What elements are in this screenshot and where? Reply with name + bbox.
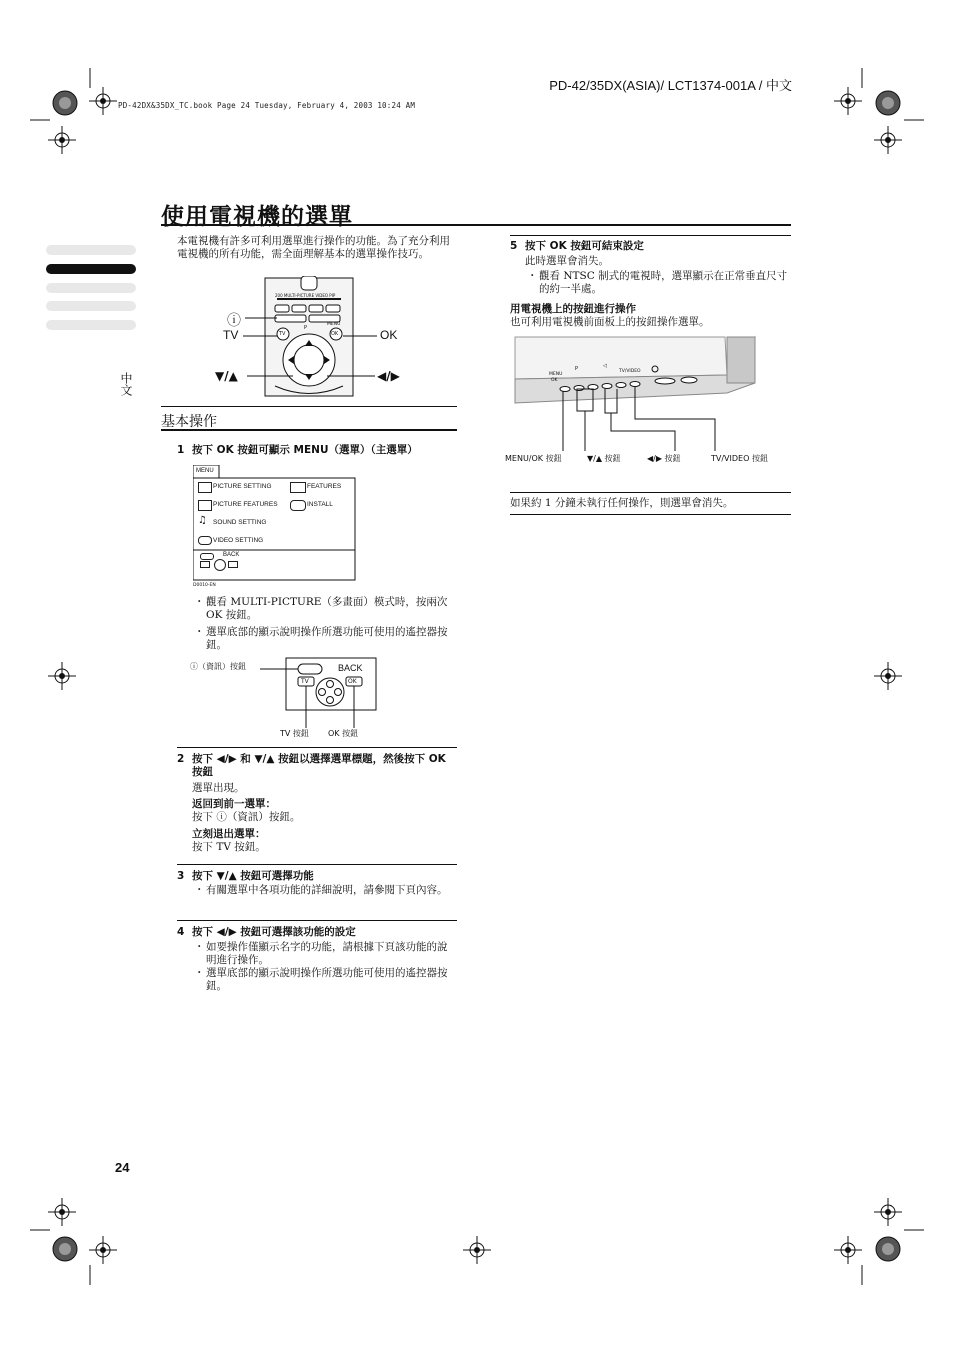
label-ok: OK [380, 328, 398, 342]
panel-text: 也可利用電視機前面板上的按鈕操作選單。 [510, 316, 710, 328]
step4-rule [177, 920, 457, 921]
tvvideo-button-label: TV/VIDEO 按鈕 [711, 454, 768, 463]
step1-text: 按下 OK 按鈕可顯示 MENU（選單）（主選單） [192, 444, 418, 456]
page-number: 24 [115, 1160, 130, 1175]
menu-item-video-setting: VIDEO SETTING [213, 537, 264, 544]
bullet-dot: ・ [194, 626, 205, 638]
step1-number: 1 [177, 444, 185, 456]
step4-text: 按下 ◀/▶ 按鈕可選擇該功能的設定 [192, 926, 356, 938]
remote-figure [215, 276, 420, 398]
bullet-dot: ・ [194, 884, 205, 896]
step3-rule [177, 864, 457, 865]
menu-tv-icon [200, 561, 210, 568]
step4-bullet-1: 如要操作僅顯示名字的功能，請根據下頁該功能的說明進行操作。 [206, 941, 448, 966]
panel-p-tiny: P [575, 366, 579, 372]
bullet-dot: ・ [194, 941, 205, 953]
menu-figure [193, 465, 358, 593]
panel-drawing [505, 335, 775, 465]
menu-tab-label: MENU [196, 468, 214, 474]
step4-number: 4 [177, 926, 185, 938]
video-setting-icon [198, 536, 212, 545]
step1-bullet-2: 選單底部的顯示說明操作所選功能可使用的遙控器按鈕。 [206, 626, 448, 651]
section-tab [46, 283, 136, 293]
panel-menu-tiny: MENU [549, 372, 563, 377]
bullet-dot: ・ [194, 967, 205, 979]
step2-rule [177, 747, 457, 748]
label-leftright: ◀/▶ [377, 369, 400, 383]
step2-text: 按下 ◀/▶ 和 ▼/▲ 按鈕以選擇選單標題，然後按下 OK 按鈕 [192, 753, 446, 778]
menu-ok-button-label: MENU/OK 按鈕 [505, 454, 562, 463]
button-back-label: BACK [338, 663, 363, 673]
step5-bullet-1: 觀看 NTSC 制式的電視時，選單顯示在正常垂直尺寸的約一半處。 [539, 270, 788, 295]
step3-text: 按下 ▼/▲ 按鈕可選擇功能 [192, 870, 314, 882]
button-tv-tiny: TV [301, 678, 309, 685]
step2-exit-heading: 立刻退出選單： [192, 828, 266, 840]
note-text: 如果約 1 分鐘未執行任何操作，則選單會消失。 [510, 497, 734, 509]
section-tab-active [46, 264, 136, 274]
panel-vol-tiny: ◁ [603, 363, 607, 369]
menu-code: D0010-EN [193, 583, 216, 588]
label-tv: TV [223, 328, 239, 342]
sound-setting-icon: ♫ [198, 515, 207, 526]
tv-button-label: TV 按鈕 [280, 729, 309, 738]
step4-bullet-2: 選單底部的顯示說明操作所選功能可使用的遙控器按鈕。 [206, 967, 448, 992]
basic-heading-rule [161, 429, 457, 431]
section-tab [46, 245, 136, 255]
note-top-rule [510, 492, 791, 493]
menu-item-picture-setting: PICTURE SETTING [213, 483, 272, 490]
remote-menu-label: MENU [327, 322, 341, 327]
features-icon [290, 482, 306, 493]
menu-item-sound-setting: SOUND SETTING [213, 519, 267, 526]
bullet-dot: ・ [527, 270, 538, 282]
leftright-button-label: ◀/▶ 按鈕 [647, 454, 681, 463]
step3-number: 3 [177, 870, 185, 882]
book-line: PD-42DX&35DX_TC.book Page 24 Tuesday, February 4, 2003 10:24 AM [118, 101, 416, 110]
label-updown: ▼/▲ [215, 369, 238, 383]
menu-info-icon [200, 553, 214, 560]
model-line: PD-42/35DX(ASIA)/ LCT1374-001A / 中文 [549, 78, 792, 93]
remote-row-labels: 200 MULTI-PICTURE VIDEO PIP [275, 293, 336, 298]
panel-tvvideo-tiny: TV/VIDEO [619, 369, 641, 374]
step2-number: 2 [177, 753, 185, 765]
panel-heading: 用電視機上的按鈕進行操作 [510, 303, 636, 315]
note-bottom-rule [510, 514, 791, 515]
info-icon: ⓘ [227, 313, 241, 329]
remote-ok-button: OK [331, 331, 339, 337]
step3-bullet-1: 有關選單中各項功能的詳細說明，請參閱下頁內容。 [206, 884, 448, 896]
menu-item-picture-features: PICTURE FEATURES [213, 501, 278, 508]
step2-result: 選單出現。 [192, 782, 245, 794]
step5-result: 此時選單會消失。 [525, 255, 609, 267]
step5-rule [510, 235, 791, 236]
page-title: 使用電視機的選單 [161, 204, 353, 230]
side-language-label: 中文 [119, 372, 133, 396]
menu-dpad-icon [214, 559, 226, 571]
button-figure [190, 656, 390, 742]
bullet-dot: ・ [194, 596, 205, 608]
install-icon [290, 500, 306, 511]
menu-ok-icon [228, 561, 238, 568]
remote-tv-button: TV [279, 331, 286, 337]
basic-top-rule [161, 406, 457, 407]
section-tab [46, 301, 136, 311]
title-rule [161, 224, 791, 226]
step2-return-heading: 返回到前一選單： [192, 798, 276, 810]
picture-setting-icon [198, 482, 212, 493]
step1-bullet-1: 觀看 MULTI-PICTURE（多畫面）模式時，按兩次 OK 按鈕。 [206, 596, 448, 621]
ok-button-label: OK 按鈕 [328, 729, 359, 738]
step5-number: 5 [510, 240, 518, 252]
button-ok-tiny: OK [348, 678, 357, 685]
picture-features-icon [198, 500, 212, 511]
menu-item-features: FEATURES [307, 483, 342, 490]
step2-exit-text: 按下 TV 按鈕。 [192, 841, 266, 853]
step2-return-text: 按下 ⓘ（資訊）按鈕。 [192, 811, 301, 823]
basic-heading: 基本操作 [161, 414, 217, 430]
intro-text: 本電視機有許多可利用選單進行操作的功能。為了充分利用電視機的所有功能，需全面理解基本的選單操作技巧。 [177, 235, 450, 260]
info-button-label: ⓘ（資訊）按鈕 [190, 662, 246, 671]
panel-figure [505, 335, 775, 465]
panel-ok-tiny: OK [551, 378, 558, 383]
menu-item-install: INSTALL [307, 501, 333, 508]
step5-text: 按下 OK 按鈕可結束設定 [525, 240, 644, 252]
updown-button-label: ▼/▲ 按鈕 [587, 454, 621, 463]
section-tab [46, 320, 136, 330]
remote-p-label: P [304, 325, 308, 331]
menu-back-label: BACK [223, 552, 240, 558]
